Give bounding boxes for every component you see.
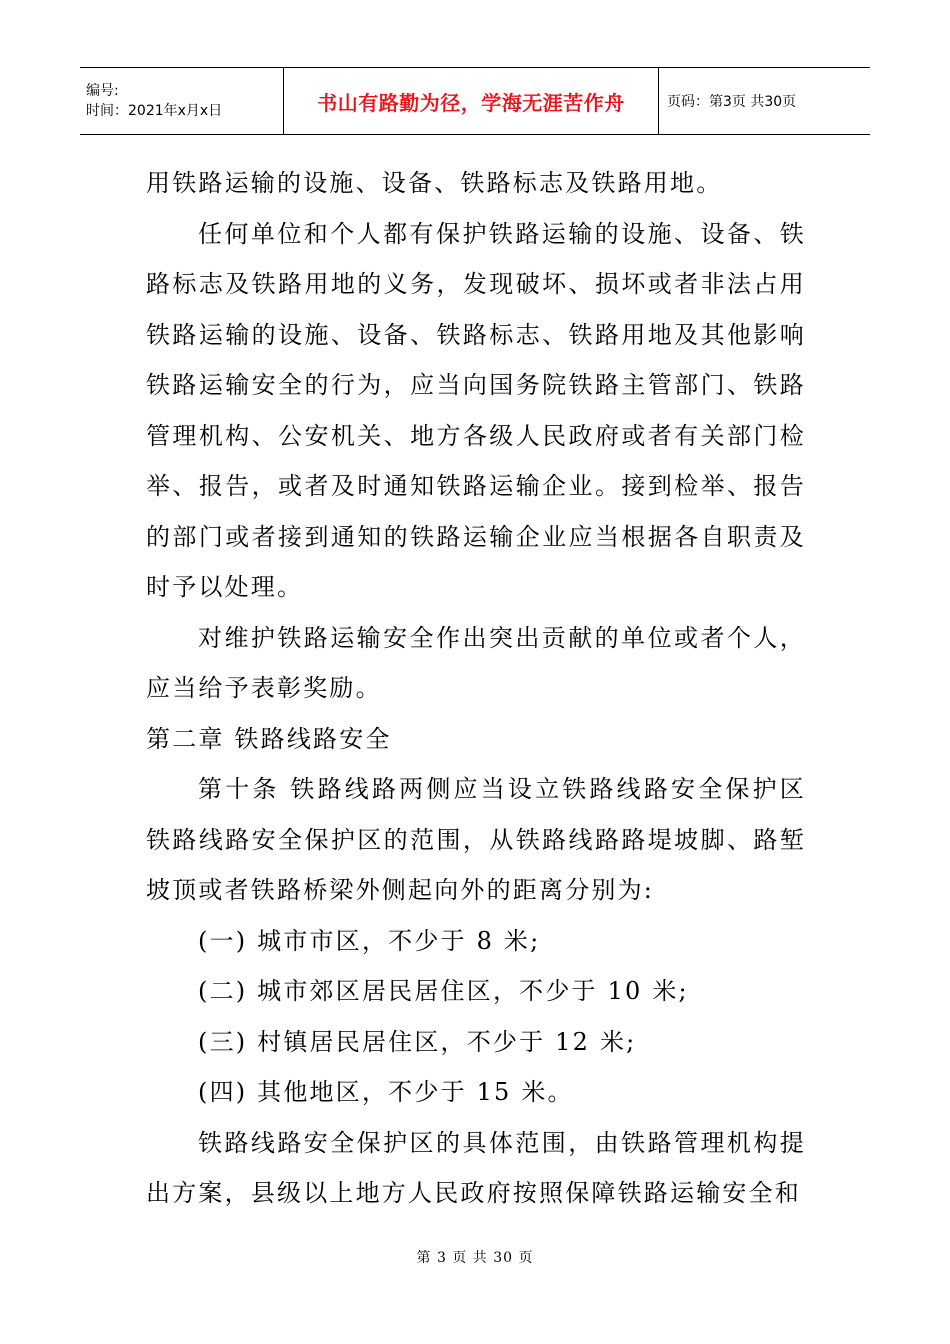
paragraph: 任何单位和个人都有保护铁路运输的设施、设备、铁路标志及铁路用地的义务，发现破坏、损坏或者非法占用铁路运输的设施、设备、铁路标志、铁路用地及其他影响铁路运输安全的行为，应当向国务院铁路主管部门、铁路管理机构、公安机关、地方各级人民政府或者有关部门检举、报告，或者及时通知铁路运输企业。接到检举、报告的部门或者接到通知的铁路运输企业应当根据各自职责及时予以处理。 (146, 219, 806, 601)
list-item: (三) 村镇居民居住区，不少于 12 米; (198, 1027, 637, 1056)
paragraph: 铁路线路安全保护区的具体范围，由铁路管理机构提出方案，县级以上地方人民政府按照保障铁路运输安全和 (146, 1128, 806, 1207)
header-motto: 书山有路勤为径，学海无涯苦作舟 (317, 90, 625, 115)
header-page-info: 页码：第3页 共30页 (667, 94, 797, 110)
paragraph: 用铁路运输的设施、设备、铁路标志及铁路用地。 (146, 169, 723, 197)
page-header (80, 67, 870, 135)
list-item: (一) 城市市区，不少于 8 米; (198, 926, 541, 955)
chapter-heading: 第二章 铁路线路安全 (146, 724, 392, 753)
document-body (146, 158, 806, 1219)
page-footer: 第 3 页 共 30 页 (416, 1250, 534, 1266)
header-meta (80, 68, 283, 134)
list-item: (二) 城市郊区居民居住区，不少于 10 米; (198, 977, 689, 1005)
paragraph: 对维护铁路运输安全作出突出贡献的单位或者个人，应当给予表彰奖励。 (146, 623, 806, 702)
document-date: 时间：2021年x月x日 (86, 103, 223, 119)
article-paragraph: 第十条 铁路线路两侧应当设立铁路线路安全保护区铁路线路安全保护区的范围，从铁路线路路堤坡脚、路堑坡顶或者铁路桥梁外侧起向外的距离分别为: (146, 775, 806, 904)
header-motto-cell (283, 68, 659, 134)
list-item: (四) 其他地区，不少于 15 米。 (198, 1078, 574, 1106)
document-number-label: 编号: (86, 83, 119, 99)
